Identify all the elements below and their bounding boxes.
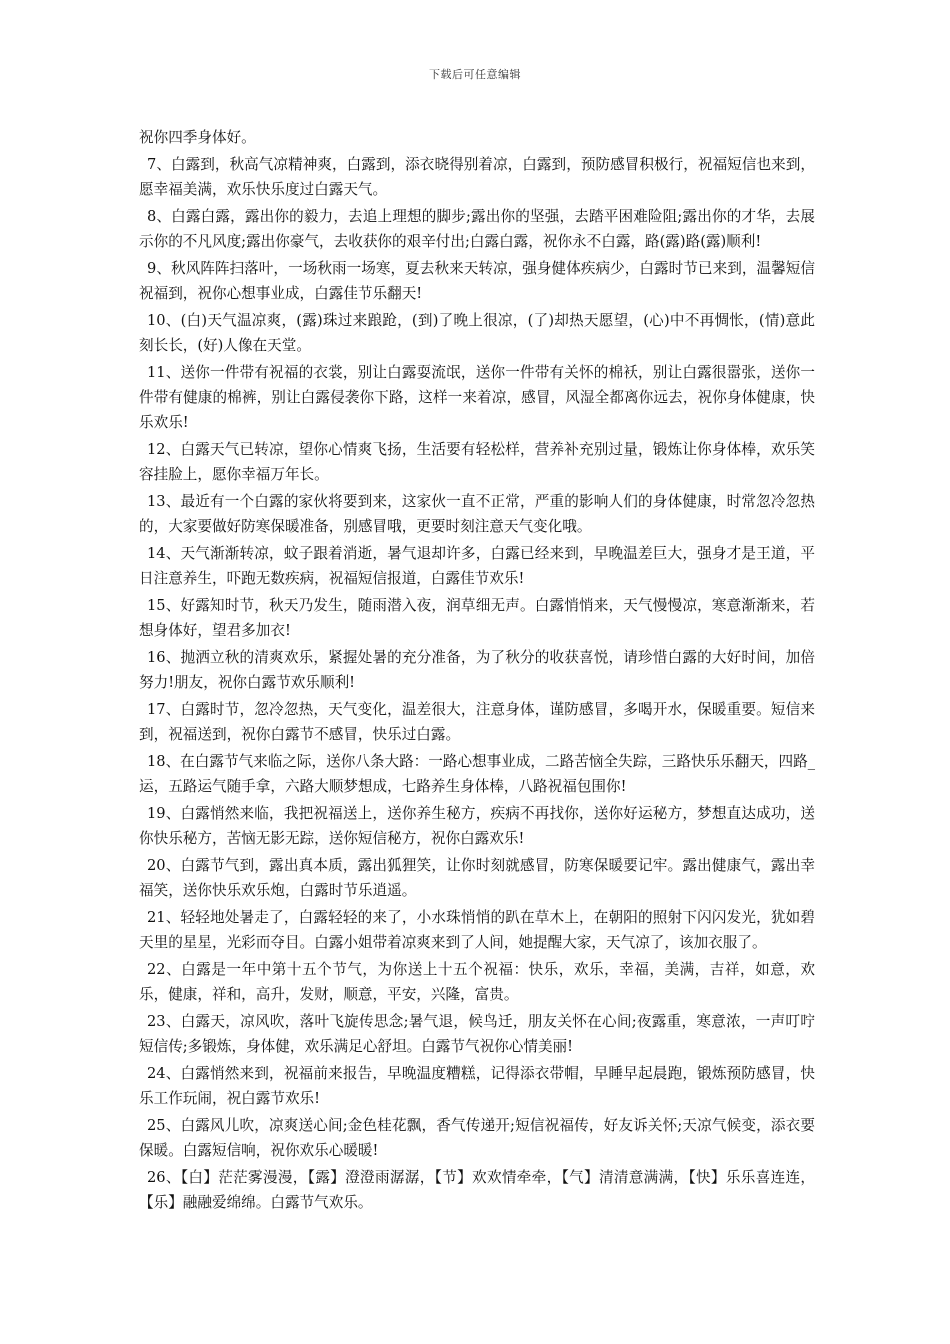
paragraph-item-23: 23、白露天，凉风吹，落叶飞旋传思念;暑气退，候鸟迁，朋友关怀在心间;夜露重，寒意浓，一声叮咛短信传;多锻炼，身体健，欢乐满足心舒坦。白露节气祝你心情美丽! (139, 1013, 815, 1056)
paragraph-item-7: 7、白露到，秋高气凉精神爽，白露到，添衣晓得别着凉，白露到，预防感冒积极行，祝福短信也来到，愿幸福美满，欢乐快乐度过白露天气。 (139, 155, 815, 198)
paragraph-item-13: 13、最近有一个白露的家伙将要到来，这家伙一直不正常，严重的影响人们的身体健康，时常忽冷忽热的，大家要做好防寒保暖准备，别感冒哦，更要时刻注意天气变化哦。 (139, 493, 815, 536)
paragraph-item-15: 15、好露知时节，秋天乃发生，随雨潜入夜，润草细无声。白露悄悄来，天气慢慢凉，寒意渐渐来，若想身体好，望君多加衣! (139, 597, 815, 640)
paragraph-item-17: 17、白露时节，忽冷忽热，天气变化，温差很大，注意身体，谨防感冒，多喝开水，保暖重要。短信来到，祝福送到，祝你白露节不感冒，快乐过白露。 (139, 701, 815, 744)
paragraph-item-18: 18、在白露节气来临之际，送你八条大路：一路心想事业成，二路苦恼全失踪，三路快乐乐翻天，四路_运，五路运气随手拿，六路大顺梦想成，七路养生身体棒，八路祝福包围你! (139, 753, 815, 796)
paragraph-item-26: 26、【白】茫茫雾漫漫，【露】澄澄雨潺潺，【节】欢欢情牵牵，【气】清清意满满，【快】乐乐喜连连，【乐】融融爱绵绵。白露节气欢乐。 (139, 1169, 815, 1212)
paragraph-item-11: 11、送你一件带有祝福的衣裳，别让白露耍流氓，送你一件带有关怀的棉袄，别让白露很嚣张，送你一件带有健康的棉裤，别让白露侵袭你下路，这样一来着凉，感冒，风湿全都离你远去，祝你身体健康，快乐欢乐! (139, 363, 815, 432)
paragraph-item-25: 25、白露风儿吹，凉爽送心间;金色桂花飘，香气传递开;短信祝福传，好友诉关怀;天凉气候变，添衣要保暖。白露短信响，祝你欢乐心暖暖! (139, 1117, 815, 1160)
paragraph-intro: 祝你四季身体好。 (139, 129, 256, 146)
paragraph-item-19: 19、白露悄然来临，我把祝福送上，送你养生秘方，疾病不再找你，送你好运秘方，梦想直达成功，送你快乐秘方，苦恼无影无踪，送你短信秘方，祝你白露欢乐! (139, 805, 815, 848)
paragraph-item-24: 24、白露悄然来到，祝福前来报告，早晚温度糟糕，记得添衣带帽，早睡早起晨跑，锻炼预防感冒，快乐工作玩闹，祝白露节欢乐! (139, 1065, 815, 1108)
paragraph-item-8: 8、白露白露，露出你的毅力，去追上理想的脚步;露出你的坚强，去踏平困难险阻;露出你的才华，去展示你的不凡风度;露出你豪气，去收获你的艰辛付出;白露白露，祝你永不白露，路(露)路(露)顺利! (139, 207, 815, 250)
paragraph-item-16: 16、抛洒立秋的清爽欢乐，紧握处暑的充分准备，为了秋分的收获喜悦，请珍惜白露的大好时间，加倍努力!朋友，祝你白露节欢乐顺利! (139, 649, 815, 692)
paragraph-item-9: 9、秋风阵阵扫落叶，一场秋雨一场寒，夏去秋来天转凉，强身健体疾病少，白露时节已来到，温馨短信祝福到，祝你心想事业成，白露佳节乐翻天! (139, 259, 815, 302)
paragraph-item-21: 21、轻轻地处暑走了，白露轻轻的来了，小水珠悄悄的趴在草木上，在朝阳的照射下闪闪发光，犹如碧天里的星星，光彩而夺目。白露小姐带着凉爽来到了人间，她提醒大家，天气凉了，该加衣服了。 (139, 909, 815, 952)
paragraph-item-14: 14、天气渐渐转凉，蚊子跟着消逝，暑气退却许多，白露已经来到，早晚温差巨大，强身才是王道，平日注意养生，吓跑无数疾病，祝福短信报道，白露佳节欢乐! (139, 545, 815, 588)
paragraph-item-22: 22、白露是一年中第十五个节气，为你送上十五个祝福：快乐，欢乐，幸福，美满，吉祥，如意，欢乐，健康，祥和，高升，发财，顺意，平安，兴隆，富贵。 (139, 961, 815, 1004)
paragraph-item-20: 20、白露节气到，露出真本质，露出狐狸笑，让你时刻就感冒，防寒保暖要记牢。露出健康气，露出幸福笑，送你快乐欢乐炮，白露时节乐逍遥。 (139, 857, 815, 900)
paragraph-item-12: 12、白露天气已转凉，望你心情爽飞扬，生活要有轻松样，营养补充别过量，锻炼让你身体棒，欢乐笑容挂脸上，愿你幸福万年长。 (139, 441, 815, 484)
paragraph-item-10: 10、(白)天气温凉爽，(露)珠过来踉跄，(到)了晚上很凉，(了)却热天愿望，(心)中不再惆怅，(情)意此刻长长，(好)人像在天堂。 (139, 311, 815, 354)
document-body (139, 125, 815, 1217)
page-header: 下载后可任意编辑 (429, 68, 521, 81)
